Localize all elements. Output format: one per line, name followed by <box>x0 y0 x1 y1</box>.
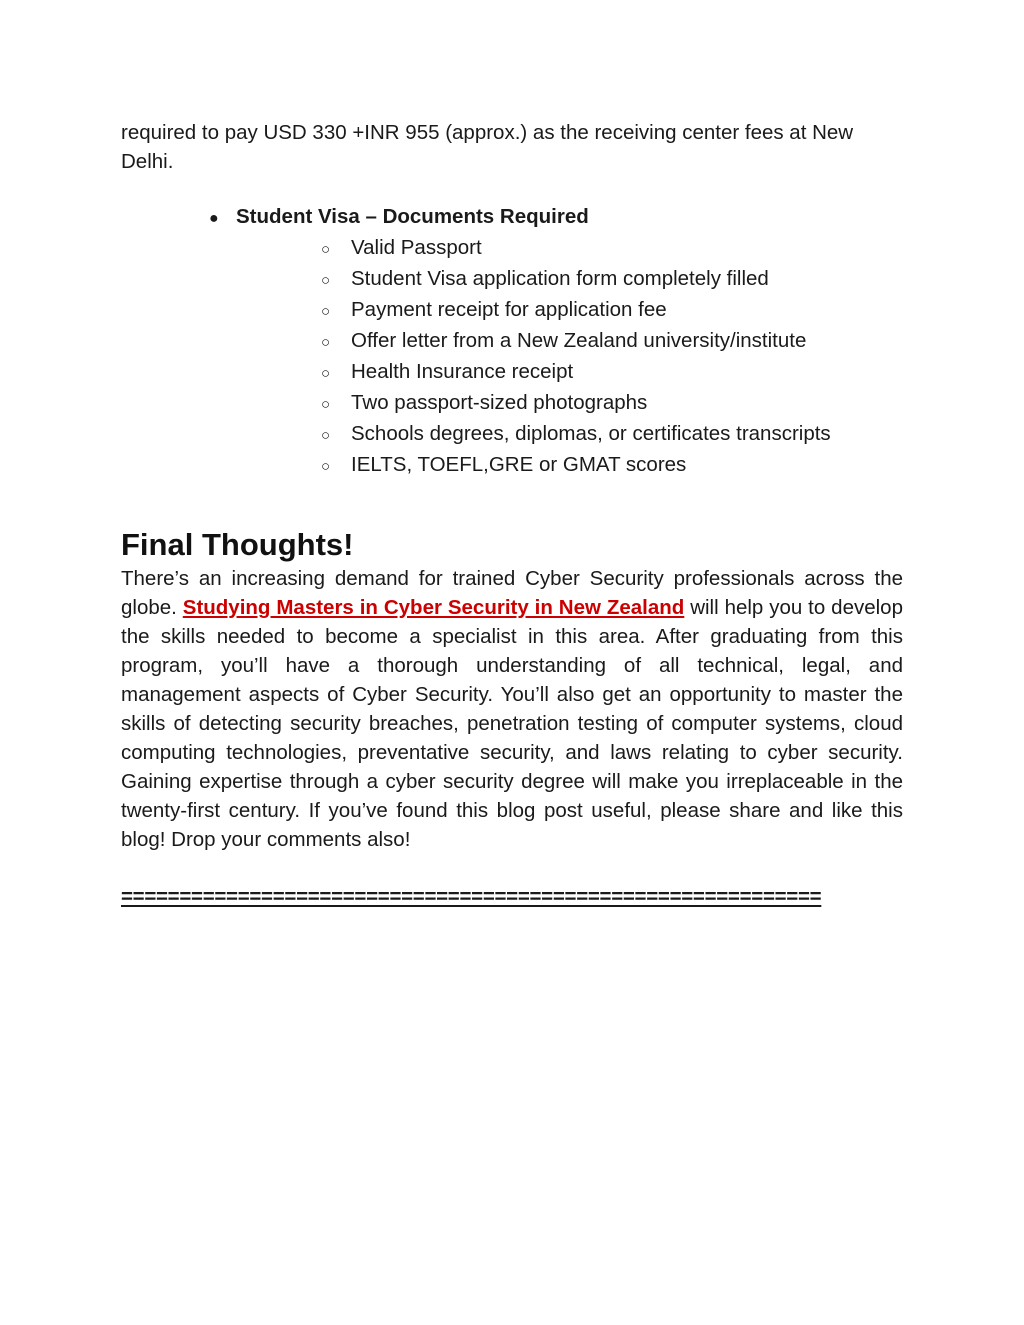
circle-bullet-icon: ○ <box>321 427 331 444</box>
list-item <box>321 419 903 450</box>
circle-bullet-icon: ○ <box>321 334 331 351</box>
list-item-label: Student Visa application form completely filled <box>351 267 769 290</box>
cyber-security-nz-link[interactable]: Studying Masters in Cyber Security in New Zealand <box>182 596 685 619</box>
list-item <box>321 357 903 388</box>
list-item <box>321 326 903 357</box>
visa-documents-heading <box>209 202 903 233</box>
bullet-icon: ● <box>209 210 219 227</box>
circle-bullet-icon: ○ <box>321 241 331 258</box>
visa-documents-section <box>209 202 903 481</box>
circle-bullet-icon: ○ <box>321 303 331 320</box>
paragraph-text-end: will help you to develop the skills needed to become a specialist in this area. After graduating from this program, you’ll have a thorough understanding of all technical, legal, and management aspects of Cyber Security. You’ll also get an opportunity to master the skills of detecting security breaches, penetration testing of computer systems, cloud computing technologies, preventative security, and laws relating to cyber security. Gaining expertise through a cyber security degree will make you irreplaceable in the twenty-first century. If you’ve found this blog post useful, please share and like this blog! Drop your comments also! <box>121 596 903 851</box>
paragraph-text-start: There’s an increasing demand for trained Cyber Security professionals across the globe. <box>121 567 903 619</box>
list-item-label: Valid Passport <box>351 236 482 259</box>
list-item-label: Offer letter from a New Zealand university/institute <box>351 329 807 352</box>
list-item-label: Health Insurance receipt <box>351 360 574 383</box>
final-thoughts-paragraph <box>121 564 903 854</box>
circle-bullet-icon: ○ <box>321 365 331 382</box>
final-thoughts-heading: Final Thoughts! <box>121 527 354 562</box>
list-item <box>321 450 903 481</box>
list-item <box>321 388 903 419</box>
list-item-label: Schools degrees, diplomas, or certificates transcripts <box>351 422 831 445</box>
list-item <box>321 295 903 326</box>
visa-documents-heading-label: Student Visa – Documents Required <box>236 205 589 228</box>
document-page <box>121 118 903 911</box>
list-item-label: IELTS, TOEFL,GRE or GMAT scores <box>351 453 687 476</box>
list-item-label: Two passport-sized photographs <box>351 391 648 414</box>
list-item <box>321 233 903 264</box>
circle-bullet-icon: ○ <box>321 396 331 413</box>
list-item <box>321 264 903 295</box>
intro-paragraph: required to pay USD 330 +INR 955 (approx.) as the receiving center fees at New Delhi. <box>121 121 854 173</box>
circle-bullet-icon: ○ <box>321 458 331 475</box>
section-divider: ============================================================ <box>121 885 822 908</box>
circle-bullet-icon: ○ <box>321 272 331 289</box>
list-item-label: Payment receipt for application fee <box>351 298 667 321</box>
visa-documents-list <box>321 233 903 481</box>
